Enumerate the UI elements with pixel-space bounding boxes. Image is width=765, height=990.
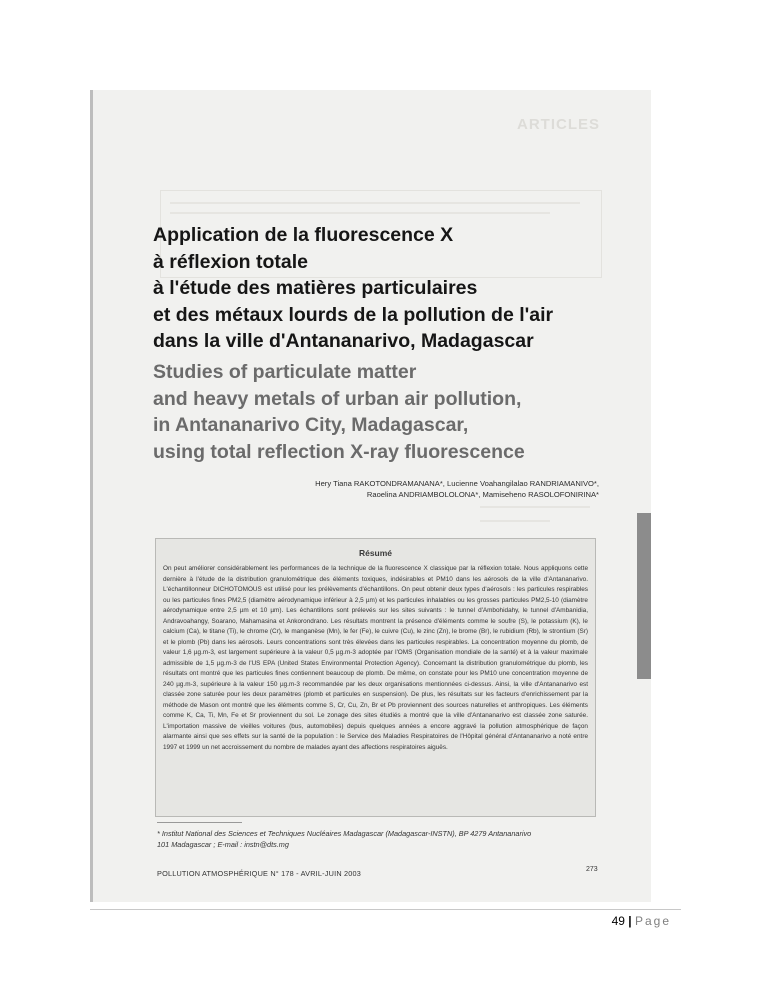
title-french-line: et des métaux lourds de la pollution de l'air <box>153 303 554 326</box>
title-french <box>153 222 643 355</box>
title-english-line: and heavy metals of urban air pollution, <box>153 387 522 410</box>
bleed-through-line <box>480 506 590 508</box>
footnote-line: 101 Madagascar ; E-mail : instn@dts.mg <box>157 840 289 849</box>
abstract-text: On peut améliorer considérablement les performances de la technique de la fluorescence X classique par la réflexion totale. Nous appliquons cette dernière à l'étude de la distribution granulométrique des éléments toxiques, indésirables et PM10 dans les aérosols de la ville d'Antananarivo. L'échantillonneur DICHOTOMOUS est utilisé pour les prélèvements d'échantillons. On peut obtenir deux types d'aérosols : les particules respirables ou les particules fines PM2,5 (diamètre aérodynamique inférieur à 2,5 µm) et les particules inhalables ou les grosses particules PM2,5-10 (diamètre aérodynamique entre 2,5 µm et 10 µm). Les échantillons sont prélevés sur les sites suivants : le tunnel d'Ambohidahy, le tunnel d'Ambanidia, Andravoahangy, Soarano, Mahamasina et Ankorondrano. Les résultats montrent la présence d'éléments comme le soufre (S), le potassium (K), le calcium (Ca), le titane (Ti), le chrome (Cr), le manganèse (Mn), le fer (Fe), le cuivre (Cu), le zinc (Zn), le brome (Br), le rubidium (Rb), le strontium (Sr) et le plomb (Pb) dans les aérosols. Leurs concentrations sont très élevées dans les particules respirables. La concentration moyenne du plomb, de valeur 1,6 µg.m-3, est largement supérieure à la valeur 0,5 µg.m-3 adoptée par l'OMS (Organisation mondiale de la santé) et à la valeur maximale admissible de 1,5 µg.m-3 de l'US EPA (United States Environmental Protection Agency). Concernant la distribution granulométrique du plomb, les résultats ont montré que les particules fines contiennent beaucoup de plomb. De même, on constate pour les PM10 une concentration moyenne de 240 µg.m-3, supérieure à la valeur 150 µg.m-3 recommandée par les deux organisations mentionnées ci-dessus. Ainsi, la ville d'Antananarivo est classée zone saturée pour les deux paramètres (plomb et particules en suspension). De plus, les résultats sur les facteurs d'enrichissement par la méthode de Mason ont montré que les éléments comme S, Cr, Cu, Zn, Br et Pb proviennent des sources naturelles et anthropiques. Les éléments comme K, Ca, Ti, Mn, Fe et Sr proviennent du sol. Le zonage des sites étudiés a montré que la ville d'Antananarivo est classée zone saturée. L'importation massive de vieilles voitures (bus, automobiles) depuis quelques années a encore aggravé la pollution atmosphérique de façon alarmante ainsi que ses effets sur la santé de la population : le Service des Maladies Respiratoires de l'Hôpital général d'Antananarivo a noté entre 1997 et 1999 un net accroissement du nombre de malades ayant des affections respiratoires aiguës. <box>163 565 588 751</box>
page-number: 49 <box>611 914 625 928</box>
title-english-line: Studies of particulate matter <box>153 361 417 383</box>
bleed-through-line <box>170 212 550 214</box>
scan-edge-shadow <box>90 90 93 902</box>
bleed-through-line <box>170 202 580 204</box>
author-line: Hery Tiana RAKOTONDRAMANANA*, Lucienne Voahangilalao RANDRIAMANIVO*, <box>315 479 599 488</box>
journal-reference: POLLUTION ATMOSPHÉRIQUE N° 178 - AVRIL-JUIN 2003 <box>157 869 362 878</box>
title-french-line: Application de la fluorescence X <box>153 224 454 246</box>
author-line: Raoelina ANDRIAMBOLOLONA*, Mamiseheno RASOLOFONIRINA* <box>366 490 599 499</box>
title-french-line: à réflexion totale <box>153 250 308 273</box>
title-english <box>153 359 643 465</box>
page-label: Page <box>634 914 671 928</box>
abstract-box <box>155 538 596 817</box>
abstract-title: Résumé <box>358 548 393 558</box>
page-separator: | <box>628 914 632 928</box>
bleed-through-line <box>480 520 550 522</box>
footer-divider <box>90 909 681 910</box>
footnote-line: * Institut National des Sciences et Techniques Nucléaires Madagascar (Madagascar-INSTN), BP 4279 Antananarivo <box>157 829 532 838</box>
title-english-line: using total reflection X-ray fluorescence <box>153 440 525 463</box>
title-french-line: dans la ville d'Antananarivo, Madagascar <box>153 330 534 352</box>
page-edge-tab <box>637 513 651 679</box>
author-list <box>179 478 599 500</box>
footnote-divider <box>157 822 242 823</box>
bleed-through-header: ARTICLES <box>517 116 600 133</box>
title-english-line: in Antananarivo City, Madagascar, <box>153 414 469 436</box>
title-french-line: à l'étude des matières particulaires <box>153 277 478 299</box>
journal-page-number: 273 <box>586 866 598 873</box>
footnote <box>157 828 597 850</box>
page-footer <box>612 914 671 928</box>
